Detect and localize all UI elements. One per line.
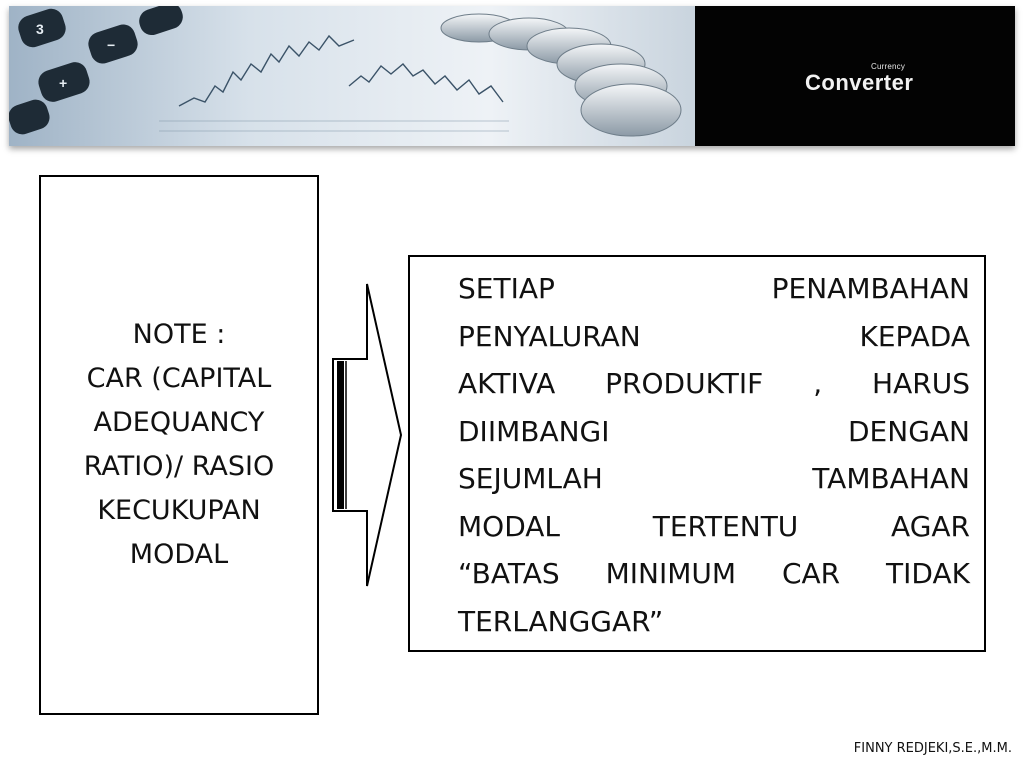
note-line: RATIO)/ RASIO — [83, 451, 275, 482]
content-line — [458, 313, 970, 361]
word: HARUS — [872, 367, 970, 400]
word: MODAL — [458, 509, 561, 543]
word: AGAR — [891, 509, 970, 543]
svg-text:−: − — [107, 37, 116, 53]
word: TERTENTU — [652, 509, 799, 543]
brand-subtitle: Currency — [871, 62, 906, 71]
note-box — [39, 175, 319, 715]
svg-text:3: 3 — [36, 21, 44, 37]
header-banner — [9, 6, 1015, 146]
note-text — [80, 313, 278, 577]
word: DIIMBANGI — [458, 414, 610, 448]
note-line: NOTE : — [132, 319, 226, 350]
content-line — [458, 503, 970, 551]
content-line — [458, 408, 970, 456]
word: TERLANGGAR” — [458, 604, 664, 638]
svg-text:+: + — [59, 75, 68, 91]
word: “BATAS — [458, 557, 560, 590]
content-line — [458, 265, 970, 313]
word: TAMBAHAN — [812, 462, 970, 495]
word: MINIMUM — [605, 557, 737, 590]
content-line — [458, 550, 970, 598]
word: DENGAN — [848, 414, 970, 448]
word: PRODUKTIF — [605, 367, 764, 400]
word: PENAMBAHAN — [771, 272, 970, 305]
content-line — [458, 360, 970, 408]
note-line: CAR (CAPITAL — [86, 363, 272, 394]
content-line — [458, 598, 970, 646]
finance-banner-image — [9, 6, 695, 146]
word: TIDAK — [886, 557, 970, 590]
word: CAR — [781, 557, 841, 590]
content-text — [458, 265, 970, 645]
word: KEPADA — [859, 319, 970, 353]
note-line: ADEQUANCY — [93, 407, 265, 438]
right-arrow-icon — [332, 282, 408, 588]
note-line: KECUKUPAN — [97, 495, 261, 526]
word: PENYALURAN — [458, 319, 641, 353]
note-line: MODAL — [129, 539, 229, 570]
word: AKTIVA — [458, 367, 556, 400]
brand-title: Converter — [805, 70, 914, 95]
content-box — [408, 255, 986, 652]
content-line — [458, 455, 970, 503]
author-footer: FINNY REDJEKI,S.E.,M.M. — [853, 741, 1012, 756]
word: SETIAP — [458, 272, 555, 305]
word: SEJUMLAH — [458, 462, 603, 495]
word: , — [813, 367, 823, 400]
